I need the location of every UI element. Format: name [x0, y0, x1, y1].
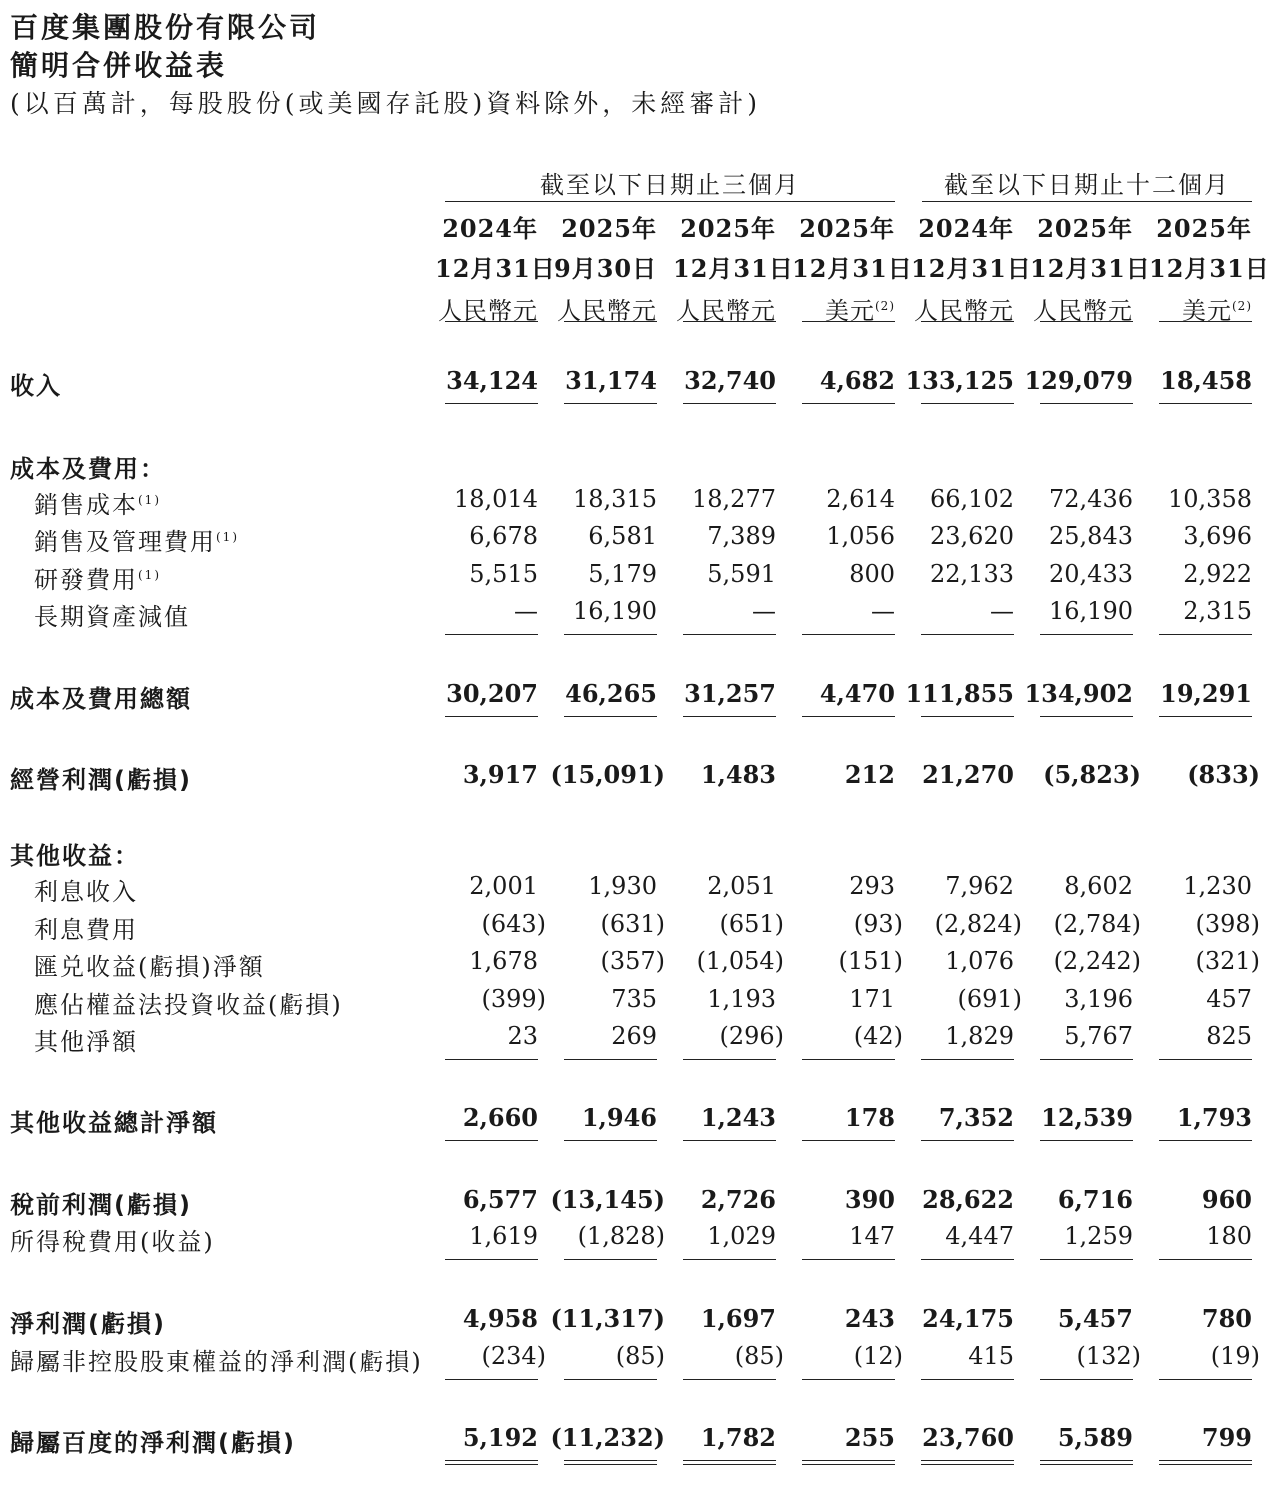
row-label-text: 匯兑收益(虧損)淨額 [34, 953, 265, 981]
column-year: 2025年 [799, 214, 895, 243]
underline [1159, 1379, 1252, 1380]
row-label-text: 長期資產減值 [34, 603, 190, 631]
underline [802, 1059, 895, 1060]
cell-value: 2,922 [1183, 560, 1252, 588]
cell-value: 293 [849, 872, 895, 900]
row-label-text: 所得稅費用(收益) [10, 1228, 215, 1256]
cell-value: (296) [719, 1022, 784, 1050]
underline [1159, 1059, 1252, 1060]
cell-value: (398) [1195, 910, 1260, 938]
cell-value: (234) [481, 1342, 546, 1370]
row-label-text: 利息費用 [34, 916, 138, 944]
double-underline [1159, 1460, 1252, 1465]
underline [802, 634, 895, 635]
cell-value: 34,124 [446, 366, 538, 395]
underline [445, 634, 538, 635]
cell-value: (132) [1076, 1342, 1141, 1370]
cell-value: 4,682 [819, 366, 895, 395]
cell-value: 7,389 [707, 522, 776, 550]
cell-value: 1,243 [700, 1103, 776, 1132]
cell-value: 134,902 [1024, 679, 1133, 708]
column-header-rule [564, 321, 657, 322]
underline [921, 1259, 1014, 1260]
cell-value: 4,958 [462, 1304, 538, 1333]
cell-value: 1,259 [1064, 1222, 1133, 1250]
row-label [34, 910, 138, 945]
column-date: 12月31日 [435, 254, 556, 283]
underline [1040, 1379, 1133, 1380]
cell-value: — [752, 597, 776, 625]
underline [921, 403, 1014, 404]
row-label [10, 366, 62, 401]
cell-value: 10,358 [1168, 485, 1252, 513]
underline [564, 403, 657, 404]
underline [1159, 634, 1252, 635]
underline [802, 1259, 895, 1260]
cell-value: — [871, 597, 895, 625]
underline [1040, 1259, 1133, 1260]
row-label-text: 其他收益總計淨額 [10, 1109, 218, 1137]
cell-value: (11,232) [550, 1423, 665, 1452]
cell-value: 31,174 [565, 366, 657, 395]
row-label [34, 597, 190, 632]
row-label-text: 經營利潤(虧損) [10, 766, 192, 794]
row-label-text: 銷售及管理費用 [34, 528, 216, 556]
cell-value: 171 [849, 985, 895, 1013]
footnote-marker: (1) [138, 568, 161, 582]
row-label [34, 560, 161, 595]
underline [921, 634, 1014, 635]
cell-value: 30,207 [446, 679, 538, 708]
row-label [34, 522, 239, 557]
cell-value: 22,133 [930, 560, 1014, 588]
row-label [10, 760, 192, 795]
cell-value: (399) [481, 985, 546, 1013]
cell-value: (5,823) [1043, 760, 1141, 789]
row-label-text: 收入 [10, 372, 62, 400]
cell-value: 4,447 [945, 1222, 1014, 1250]
underline [445, 403, 538, 404]
row-label [10, 679, 192, 714]
cell-value: 129,079 [1024, 366, 1133, 395]
cell-value: 735 [611, 985, 657, 1013]
currency-label: 人民幣元 [557, 297, 657, 325]
cell-value: 255 [844, 1423, 895, 1452]
cell-value: 1,193 [707, 985, 776, 1013]
cell-value: 12,539 [1041, 1103, 1133, 1132]
cell-value: 5,591 [707, 560, 776, 588]
cell-value: 28,622 [922, 1185, 1014, 1214]
column-year: 2024年 [918, 214, 1014, 243]
row-label-text: 銷售成本 [34, 491, 138, 519]
cell-value: (11,317) [550, 1304, 665, 1333]
cell-value: (1,054) [696, 947, 784, 975]
cell-value: 16,190 [1049, 597, 1133, 625]
underline [564, 1259, 657, 1260]
underline [683, 1059, 776, 1060]
group-rule-twelve-months [922, 201, 1252, 202]
underline [1040, 1140, 1133, 1141]
cell-value: 5,589 [1057, 1423, 1133, 1452]
cell-value: 5,457 [1057, 1304, 1133, 1333]
cell-value: 1,697 [700, 1304, 776, 1333]
cell-value: 3,196 [1064, 985, 1133, 1013]
cell-value: 6,678 [469, 522, 538, 550]
row-label [10, 1222, 215, 1257]
currency-label: 美元 [1182, 297, 1232, 325]
row-label-text: 淨利潤(虧損) [10, 1310, 166, 1338]
cell-value: 180 [1206, 1222, 1252, 1250]
row-label [10, 1304, 166, 1339]
cell-value: 2,315 [1183, 597, 1252, 625]
cell-value: 5,767 [1064, 1022, 1133, 1050]
cell-value: (321) [1195, 947, 1260, 975]
cell-value: 24,175 [922, 1304, 1014, 1333]
column-header-rule [802, 321, 895, 322]
footnote-marker: (2) [1232, 299, 1252, 313]
column-date: 12月31日 [1149, 254, 1270, 283]
column-date: 12月31日 [792, 254, 913, 283]
cell-value: (2,824) [934, 910, 1022, 938]
row-label [34, 485, 161, 520]
column-header-rule [683, 321, 776, 322]
cell-value: 23,760 [922, 1423, 1014, 1452]
cell-value: 3,917 [462, 760, 538, 789]
cell-value: 72,436 [1049, 485, 1133, 513]
column-header-rule [1040, 321, 1133, 322]
underline [1040, 716, 1133, 717]
row-label-text: 稅前利潤(虧損) [10, 1191, 192, 1219]
double-underline [802, 1460, 895, 1465]
row-label-text: 成本及費用總額 [10, 685, 192, 713]
column-date: 12月31日 [1030, 254, 1151, 283]
currency-label: 人民幣元 [676, 297, 776, 325]
underline [683, 1140, 776, 1141]
cell-value: 6,581 [588, 522, 657, 550]
column-year: 2025年 [680, 214, 776, 243]
double-underline [921, 1460, 1014, 1465]
cell-value: 23 [507, 1022, 538, 1050]
underline [683, 716, 776, 717]
row-label [34, 872, 138, 907]
row-label [10, 1423, 296, 1458]
company-name: 百度集團股份有限公司 [10, 11, 321, 44]
cell-value: 178 [844, 1103, 895, 1132]
cell-value: 31,257 [684, 679, 776, 708]
column-year: 2024年 [442, 214, 538, 243]
column-date: 9月30日 [554, 254, 658, 283]
cell-value: 1,946 [581, 1103, 657, 1132]
row-label-text: 其他收益： [10, 842, 140, 870]
cell-value: 2,660 [462, 1103, 538, 1132]
underline [921, 716, 1014, 717]
underline [445, 1259, 538, 1260]
cell-value: 19,291 [1160, 679, 1252, 708]
cell-value: 269 [611, 1022, 657, 1050]
cell-value: (12) [853, 1342, 903, 1370]
cell-value: (833) [1187, 760, 1260, 789]
group-rule-three-months [445, 201, 895, 202]
column-date: 12月31日 [673, 254, 794, 283]
row-label-text: 歸屬百度的淨利潤(虧損) [10, 1429, 296, 1457]
cell-value: (643) [481, 910, 546, 938]
statement-note: (以百萬計，每股股份(或美國存託股)資料除外，未經審計) [10, 89, 762, 118]
column-year: 2025年 [1037, 214, 1133, 243]
double-underline [1040, 1460, 1133, 1465]
cell-value: 8,602 [1064, 872, 1133, 900]
cell-value: 1,619 [469, 1222, 538, 1250]
double-underline [683, 1460, 776, 1465]
footnote-marker: (1) [216, 530, 239, 544]
cell-value: 16,190 [573, 597, 657, 625]
cell-value: 25,843 [1049, 522, 1133, 550]
underline [1040, 634, 1133, 635]
underline [1040, 403, 1133, 404]
cell-value: 4,470 [819, 679, 895, 708]
cell-value: 18,315 [573, 485, 657, 513]
cell-value: 46,265 [565, 679, 657, 708]
cell-value: (651) [719, 910, 784, 938]
cell-value: 20,433 [1049, 560, 1133, 588]
cell-value: 1,930 [588, 872, 657, 900]
cell-value: (2,242) [1053, 947, 1141, 975]
column-year: 2025年 [1156, 214, 1252, 243]
underline [921, 1059, 1014, 1060]
cell-value: (13,145) [550, 1185, 665, 1214]
row-label-text: 利息收入 [34, 878, 138, 906]
cell-value: 1,076 [945, 947, 1014, 975]
cell-value: (42) [853, 1022, 903, 1050]
cell-value: — [514, 597, 538, 625]
cell-value: 133,125 [905, 366, 1014, 395]
currency-label: 人民幣元 [438, 297, 538, 325]
row-label [10, 1103, 218, 1138]
underline [683, 634, 776, 635]
cell-value: (93) [853, 910, 903, 938]
cell-value: 212 [844, 760, 895, 789]
row-label [10, 1342, 423, 1377]
underline [802, 403, 895, 404]
underline [445, 1140, 538, 1141]
underline [564, 716, 657, 717]
underline [683, 403, 776, 404]
row-label-text: 研發費用 [34, 566, 138, 594]
column-header-rule [1159, 321, 1252, 322]
row-label [10, 449, 166, 484]
currency-label: 美元 [825, 297, 875, 325]
underline [445, 1379, 538, 1380]
cell-value: 390 [844, 1185, 895, 1214]
double-underline [445, 1460, 538, 1465]
row-label-text: 應佔權益法投資收益(虧損) [34, 991, 343, 1019]
underline [564, 634, 657, 635]
cell-value: (691) [957, 985, 1022, 1013]
row-label [34, 947, 265, 982]
cell-value: (2,784) [1053, 910, 1141, 938]
cell-value: 780 [1201, 1304, 1252, 1333]
row-label-text: 成本及費用： [10, 455, 166, 483]
underline [1159, 1259, 1252, 1260]
cell-value: 1,782 [700, 1423, 776, 1452]
cell-value: 415 [968, 1342, 1014, 1370]
currency-label: 人民幣元 [914, 297, 1014, 325]
cell-value: 18,014 [454, 485, 538, 513]
cell-value: 2,726 [700, 1185, 776, 1214]
cell-value: (85) [734, 1342, 784, 1370]
cell-value: 3,696 [1183, 522, 1252, 550]
cell-value: (631) [600, 910, 665, 938]
cell-value: 799 [1201, 1423, 1252, 1452]
cell-value: 1,056 [826, 522, 895, 550]
cell-value: 7,352 [938, 1103, 1014, 1132]
cell-value: 5,179 [588, 560, 657, 588]
cell-value: 2,051 [707, 872, 776, 900]
cell-value: 1,230 [1183, 872, 1252, 900]
row-label [10, 836, 140, 871]
underline [1040, 1059, 1133, 1060]
column-header-rule [921, 321, 1014, 322]
underline [802, 1140, 895, 1141]
row-label [10, 1185, 192, 1220]
cell-value: 147 [849, 1222, 895, 1250]
cell-value: 1,029 [707, 1222, 776, 1250]
underline [1159, 403, 1252, 404]
row-label-text: 歸屬非控股股東權益的淨利潤(虧損) [10, 1348, 423, 1376]
cell-value: 2,001 [469, 872, 538, 900]
column-date: 12月31日 [911, 254, 1032, 283]
underline [445, 1059, 538, 1060]
cell-value: 18,458 [1160, 366, 1252, 395]
cell-value: 960 [1201, 1185, 1252, 1214]
column-header-rule [445, 321, 538, 322]
cell-value: 1,678 [469, 947, 538, 975]
cell-value: 457 [1206, 985, 1252, 1013]
currency-label: 人民幣元 [1033, 297, 1133, 325]
underline [564, 1140, 657, 1141]
underline [1159, 1140, 1252, 1141]
double-underline [564, 1460, 657, 1465]
underline [1159, 716, 1252, 717]
cell-value: (19) [1210, 1342, 1260, 1370]
group-header-twelve-months: 截至以下日期止十二個月 [944, 171, 1230, 199]
cell-value: 111,855 [905, 679, 1014, 708]
row-label-text: 其他淨額 [34, 1028, 138, 1056]
underline [445, 716, 538, 717]
cell-value: (15,091) [550, 760, 665, 789]
underline [921, 1379, 1014, 1380]
cell-value: 1,829 [945, 1022, 1014, 1050]
underline [683, 1379, 776, 1380]
group-header-three-months: 截至以下日期止三個月 [540, 171, 800, 199]
underline [564, 1059, 657, 1060]
cell-value: 800 [849, 560, 895, 588]
cell-value: (151) [838, 947, 903, 975]
row-label [34, 985, 343, 1020]
cell-value: 21,270 [922, 760, 1014, 789]
cell-value: 825 [1206, 1022, 1252, 1050]
cell-value: 23,620 [930, 522, 1014, 550]
footnote-marker: (1) [138, 493, 161, 507]
underline [683, 1259, 776, 1260]
cell-value: 1,793 [1176, 1103, 1252, 1132]
cell-value: — [990, 597, 1014, 625]
cell-value: (1,828) [577, 1222, 665, 1250]
cell-value: 6,577 [462, 1185, 538, 1214]
cell-value: 243 [844, 1304, 895, 1333]
underline [921, 1140, 1014, 1141]
cell-value: (85) [615, 1342, 665, 1370]
cell-value: 18,277 [692, 485, 776, 513]
statement-title: 簡明合併收益表 [10, 49, 228, 82]
cell-value: 5,515 [469, 560, 538, 588]
underline [802, 716, 895, 717]
cell-value: 32,740 [684, 366, 776, 395]
underline [802, 1379, 895, 1380]
underline [564, 1379, 657, 1380]
cell-value: 6,716 [1057, 1185, 1133, 1214]
cell-value: 5,192 [462, 1423, 538, 1452]
column-year: 2025年 [561, 214, 657, 243]
cell-value: 66,102 [930, 485, 1014, 513]
cell-value: 7,962 [945, 872, 1014, 900]
cell-value: 2,614 [826, 485, 895, 513]
row-label [34, 1022, 138, 1057]
footnote-marker: (2) [875, 299, 895, 313]
cell-value: 1,483 [700, 760, 776, 789]
cell-value: (357) [600, 947, 665, 975]
